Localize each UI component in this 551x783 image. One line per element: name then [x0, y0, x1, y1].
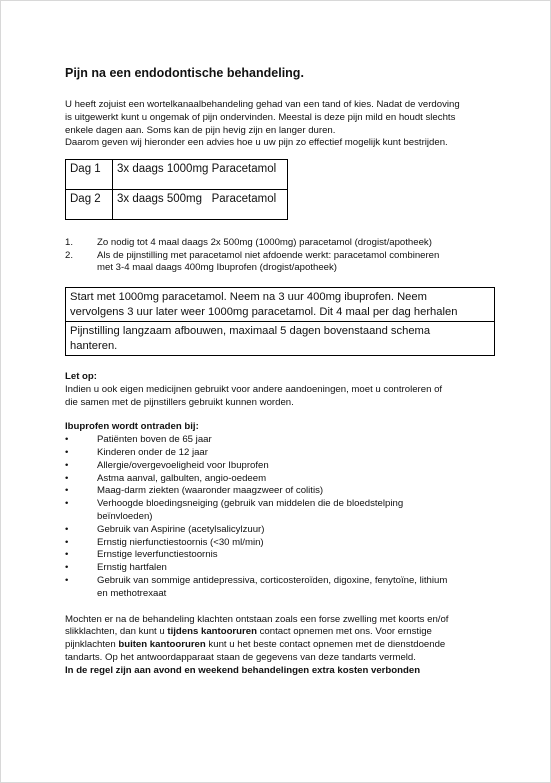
list-item	[65, 537, 505, 550]
steps-list	[65, 237, 505, 275]
contraindication-list	[65, 434, 505, 600]
taper-line: hanteren.	[70, 339, 118, 352]
dose-row	[66, 190, 288, 220]
step-line: Als de pijnstilling met paracetamol niet afdoende werkt: paracetamol combineren	[97, 249, 440, 261]
closing-text: pijnklachten	[65, 639, 119, 651]
dose-day: Dag 2	[66, 190, 113, 220]
bullet-icon: •	[65, 549, 69, 561]
list-item-text: Gebruik van Aspirine (acetylsalicylzuur)	[97, 523, 265, 535]
list-item-text: Kinderen onder de 12 jaar	[97, 446, 208, 458]
extra-costs-notice: In de regel zijn aan avond en weekend behandelingen extra kosten verbonden	[65, 664, 421, 676]
document-content	[65, 65, 505, 678]
bullet-icon: •	[65, 446, 69, 458]
closing-paragraph	[65, 614, 505, 678]
list-item-text: Patiënten boven de 65 jaar	[97, 434, 212, 446]
list-item-text: en methotrexaat	[97, 587, 167, 599]
bullet-icon: •	[65, 485, 69, 497]
intro-line: is uitgewerkt kunt u ongemak of pijn ondervinden. Meestal is deze pijn mild en houdt slechts	[65, 111, 456, 123]
closing-line: Mochten er na de behandeling klachten ontstaan zoals een forse zwelling met koorts en/of	[65, 613, 449, 625]
bullet-icon: •	[65, 523, 69, 535]
closing-text: contact opnemen met ons. Voor ernstige	[256, 626, 432, 638]
dose-row	[66, 160, 288, 190]
dose-description: 3x daags 500mg Paracetamol	[113, 190, 288, 220]
step-line: Zo nodig tot 4 maal daags 2x 500mg (1000mg) paracetamol (drogist/apotheek)	[97, 237, 432, 249]
list-item	[65, 434, 505, 447]
list-item-text: Ernstige leverfunctiestoornis	[97, 549, 218, 561]
step-item	[65, 237, 505, 250]
list-item	[65, 498, 505, 524]
bullet-icon: •	[65, 472, 69, 484]
dose-day: Dag 1	[66, 160, 113, 190]
list-item-text: Ernstig hartfalen	[97, 562, 167, 574]
list-item	[65, 485, 505, 498]
list-item	[65, 575, 505, 601]
closing-text: slikklachten, dan kunt u	[65, 626, 168, 638]
taper-cell	[66, 321, 494, 355]
list-item-text: Gebruik van sommige antidepressiva, corticosteroïden, digoxine, fenytoïne, lithium	[97, 574, 448, 586]
list-item-text: beïnvloeden)	[97, 510, 153, 522]
office-hours-emphasis: tijdens kantooruren	[167, 626, 257, 638]
bullet-icon: •	[65, 536, 69, 548]
schedule-line: vervolgens 3 uur later weer 1000mg paracetamol. Dit 4 maal per dag herhalen	[70, 305, 458, 318]
list-item-text: Allergie/overgevoeligheid voor Ibuprofen	[97, 459, 269, 471]
step-number: 1.	[65, 237, 74, 249]
after-hours-emphasis: buiten kantooruren	[118, 639, 206, 651]
step-item	[65, 250, 505, 275]
step-line: met 3-4 maal daags 400mg Ibuprofen (drogist/apotheek)	[97, 262, 337, 274]
closing-text: kunt u het beste contact opnemen met de dienstdoende	[205, 639, 446, 651]
list-item-text: Astma aanval, galbulten, angio-oedeem	[97, 472, 267, 484]
dose-description: 3x daags 1000mg Paracetamol	[113, 160, 288, 190]
bullet-icon: •	[65, 434, 69, 446]
list-item	[65, 473, 505, 486]
intro-line: enkele dagen aan. Soms kan de pijn hevig zijn en langer duren.	[65, 124, 336, 136]
intro-line: Daarom geven wij hieronder een advies hoe u uw pijn zo effectief mogelijk kunt bestrijden.	[65, 137, 448, 149]
schedule-cell	[66, 288, 494, 321]
list-item	[65, 549, 505, 562]
schedule-box	[65, 287, 495, 356]
list-item-text: Ernstig nierfunctiestoornis (<30 ml/min)	[97, 536, 264, 548]
bullet-icon: •	[65, 562, 69, 574]
document-title: Pijn na een endodontische behandeling.	[65, 66, 304, 80]
list-item-text: Maag-darm ziekten (waaronder maagzweer of colitis)	[97, 485, 324, 497]
step-number: 2.	[65, 249, 74, 261]
list-item	[65, 460, 505, 473]
list-item	[65, 562, 505, 575]
note-line: die samen met de pijnstillers gebruikt kunnen worden.	[65, 396, 294, 408]
note-heading: Let op:	[65, 370, 97, 382]
bullet-icon: •	[65, 498, 69, 510]
bullet-icon: •	[65, 459, 69, 471]
intro-paragraph	[65, 99, 505, 150]
schedule-line: Start met 1000mg paracetamol. Neem na 3 uur 400mg ibuprofen. Neem	[70, 290, 427, 303]
taper-line: Pijnstilling langzaam afbouwen, maximaal 5 dagen bovenstaand schema	[70, 324, 431, 337]
list-item	[65, 447, 505, 460]
dose-table	[65, 159, 288, 220]
closing-line	[65, 626, 505, 639]
ibuprofen-heading: Ibuprofen wordt ontraden bij:	[65, 421, 199, 433]
closing-line: tandarts. Op het antwoordapparaat staan de gegevens van deze tandarts vermeld.	[65, 651, 416, 663]
bullet-icon: •	[65, 574, 69, 586]
intro-line: U heeft zojuist een wortelkanaalbehandeling gehad van een tand of kies. Nadat de verdoving	[65, 99, 460, 110]
closing-line	[65, 639, 505, 652]
list-item-text: Verhoogde bloedingsneiging (gebruik van middelen die de bloedstelping	[97, 498, 404, 510]
list-item	[65, 524, 505, 537]
note-line: Indien u ook eigen medicijnen gebruikt voor andere aandoeningen, moet u controleren of	[65, 383, 443, 395]
